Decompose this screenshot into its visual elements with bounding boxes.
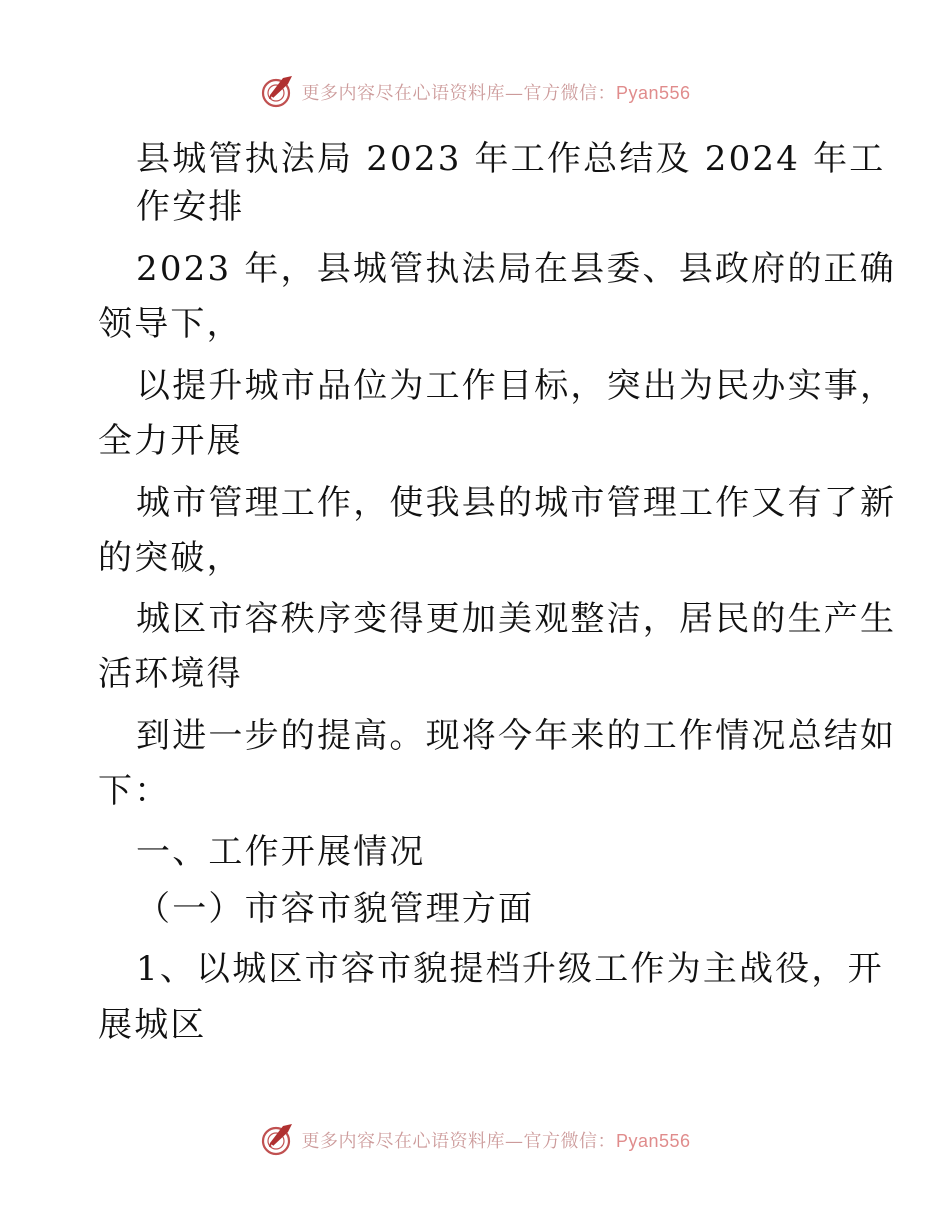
paragraph-line: 下： <box>98 771 171 811</box>
paragraph-line: 城市管理工作，使我县的城市管理工作又有了新 <box>136 483 897 523</box>
pen-logo-icon <box>259 74 295 110</box>
doc-title-line-1: 县城管执法局 2023 年工作总结及 2024 年工 <box>136 139 886 179</box>
watermark-text: 更多内容尽在心语资料库—官方微信：Pyan556 <box>301 1131 691 1152</box>
watermark-text: 更多内容尽在心语资料库—官方微信：Pyan556 <box>301 83 691 104</box>
doc-title-line-2: 作安排 <box>136 187 245 227</box>
paragraph-line: 全力开展 <box>98 421 243 461</box>
paragraph-line: 2023 年，县城管执法局在县委、县政府的正确 <box>136 249 896 289</box>
paragraph-line: 到进一步的提高。现将今年来的工作情况总结如 <box>136 716 897 756</box>
header-watermark <box>0 72 950 112</box>
subsection-heading: （一）市容市貌管理方面 <box>136 889 535 929</box>
wechat-id: Pyan556 <box>615 83 691 103</box>
paragraph-line: 展城区 <box>98 1005 207 1045</box>
paragraph-line: 1、以城区市容市貌提档升级工作为主战役，开 <box>136 949 884 989</box>
paragraph-line: 活环境得 <box>98 654 243 694</box>
wechat-id: Pyan556 <box>615 1131 691 1151</box>
paragraph-line: 以提升城市品位为工作目标，突出为民办实事， <box>136 366 897 406</box>
section-heading: 一、工作开展情况 <box>136 832 426 872</box>
paragraph-line: 的突破， <box>98 538 243 578</box>
pen-logo-icon <box>259 1122 295 1158</box>
footer-watermark <box>0 1120 950 1160</box>
paragraph-line: 城区市容秩序变得更加美观整洁，居民的生产生 <box>136 599 897 639</box>
paragraph-line: 领导下， <box>98 304 243 344</box>
